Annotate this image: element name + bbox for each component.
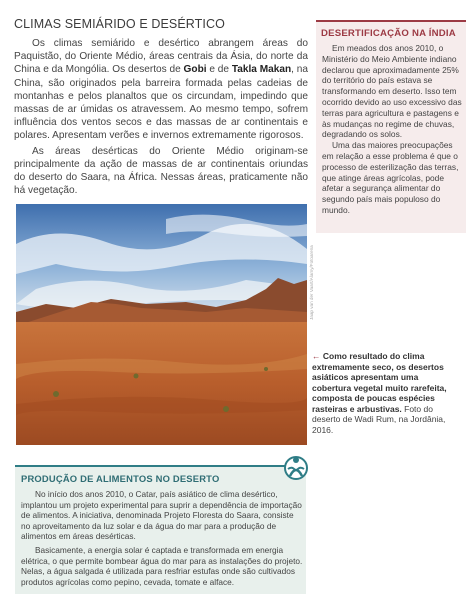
arrow-left-icon: ←: [312, 351, 321, 361]
photo-credit: Jaap van der Vaart/Alamy/Fotoarena: [309, 245, 314, 320]
box-title: PRODUÇÃO DE ALIMENTOS NO DESERTO: [21, 473, 220, 484]
paragraph-1-part-b: e de: [206, 64, 232, 76]
sidebar-text: [322, 43, 462, 216]
paragraph-1-part-a: Os climas semiárido e desértico abrangem áreas do Paquistão, do Oriente Médio, áreas centrais da Ásia, do norte da China e da Mongólia. Os desertos de: [14, 38, 308, 76]
box-text: [21, 489, 304, 587]
takla-makan-term: Takla Makan: [231, 64, 292, 76]
desert-photo: [16, 204, 307, 445]
box-paragraph-1: No início dos anos 2010, o Catar, país asiático de clima desértico, implantou um projeto experimental para suprir a dependência de importação de alimentos. A iniciativa, denominada Projeto Floresta do Saara, consiste no aproveitamento da luz solar e da água do mar para a produção de alimentos em áreas desérticas.: [21, 489, 302, 542]
photo-caption: [312, 351, 450, 435]
sidebar-paragraph-2: Uma das maiores preocupações em relação a esse problema é que o processo de esterilização das terras, que atinge áreas agrícolas, pode afetar a segurança alimentar do segundo país mais populoso do mundo.: [322, 140, 459, 215]
caption-bold-text: Como resultado do clima extremamente seco, os desertos asiáticos apresentam uma cobertura vegetal muito rarefeita, composta de poucas espécies rasteiras e arbustivas.: [312, 351, 447, 414]
section-title: CLIMAS SEMIÁRIDO E DESÉRTICO: [14, 17, 225, 31]
paragraph-1: [14, 37, 308, 143]
gobi-term: Gobi: [183, 64, 207, 76]
caption-rest-text: Foto do deserto de Wadi Rum, na Jordânia, 2016.: [312, 403, 446, 435]
food-production-box: [15, 465, 306, 594]
desert-landscape-image: [16, 204, 307, 445]
sidebar-desertification: [316, 20, 466, 233]
main-text: [14, 37, 308, 197]
sustainability-icon: [283, 452, 309, 482]
sidebar-title: DESERTIFICAÇÃO NA ÍNDIA: [321, 28, 456, 39]
paragraph-2: As áreas desérticas do Oriente Médio originam-se principalmente da ação de massas de ar continentais oriundas do deserto do Saara, na África. Nessas áreas, praticamente não há vegetação.: [14, 145, 308, 197]
paragraph-1-part-c: , na China, são originados pela barreira formada pelas cadeias de montanhas e pelos planaltos que os circundam, impedindo que massas de ar úmidas os atravessem. Ao mesmo tempo, sofrem influência dos ventos secos e das massas de ar continentais e polares. Apresentam verões e invernos extremamente rigorosos.: [14, 64, 308, 142]
box-paragraph-2: Basicamente, a energia solar é captada e transformada em energia elétrica, o que permite bombear água do mar para as instalações do projeto. Nelas, a água salgada é utilizada para resfriar estufas onde são cultivados produtos agrícolas como pepino, cevada, tomate e alface.: [21, 544, 303, 587]
sidebar-paragraph-1: Em meados dos anos 2010, o Ministério do Meio Ambiente indiano declarou que aproximadamente 25% do território do país estava se transformando em deserto. Isso tem ocorrido devido ao uso excessivo das terras para agricultura e pastagens e às mudanças no regime de chuvas, degradando os solos.: [322, 43, 462, 140]
